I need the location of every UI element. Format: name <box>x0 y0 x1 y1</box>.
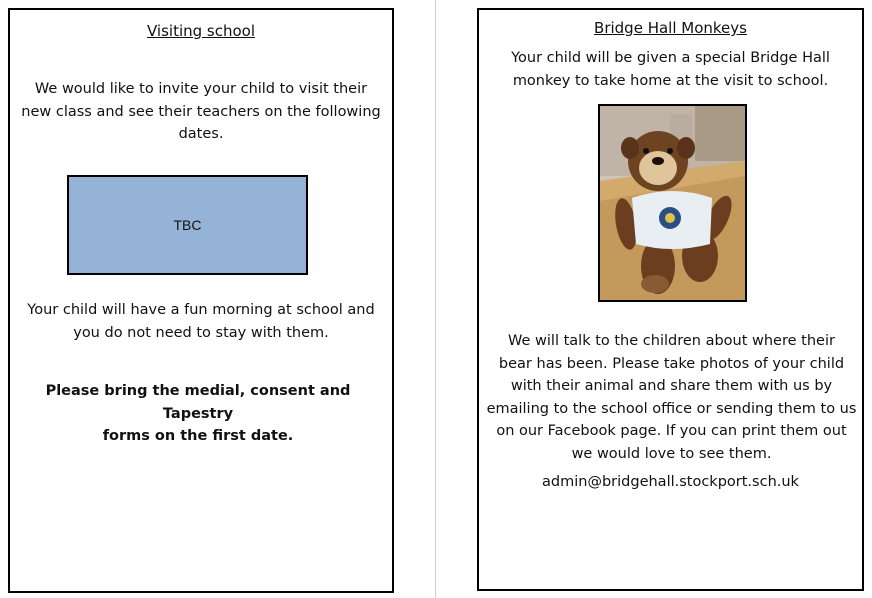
forms-line: forms on the first date. <box>102 428 294 444</box>
toy-monkey-photo <box>598 104 747 302</box>
talk-line: on our Facebook page. If you can print them out <box>496 423 847 439</box>
forms-line: Please bring the medial, consent and Tapestry <box>45 383 351 422</box>
monkey-intro-line: Your child will be given a special Bridge Hall <box>511 50 830 66</box>
talk-line: bear has been. Please take photos of your child <box>498 355 845 372</box>
page-divider <box>435 0 436 598</box>
invite-line: new class and see their teachers on the following <box>21 103 381 120</box>
monkey-intro-line: monkey to take home at the visit to school. <box>512 72 829 89</box>
monkey-intro-paragraph <box>483 47 858 92</box>
monkeys-heading: Bridge Hall Monkeys <box>594 19 747 37</box>
visiting-school-heading: Visiting school <box>146 22 256 40</box>
school-email-address[interactable]: admin@bridgehall.stockport.sch.uk <box>542 474 799 490</box>
invite-line: dates. <box>178 126 224 142</box>
invite-line: We would like to invite your child to visit their <box>34 81 368 97</box>
invite-paragraph <box>14 78 388 146</box>
visiting-school-panel <box>8 8 394 593</box>
bridge-hall-monkeys-panel <box>477 8 864 591</box>
toy-monkey-icon <box>600 106 745 300</box>
talk-paragraph <box>483 330 860 465</box>
forms-paragraph <box>14 380 382 448</box>
talk-line: emailing to the school office or sending them to us <box>486 400 857 417</box>
fun-morning-paragraph <box>14 299 388 344</box>
talk-line: we would love to see them. <box>571 445 772 462</box>
dates-box: TBC <box>67 175 308 275</box>
fun-line: you do not need to stay with them. <box>73 324 329 341</box>
talk-line: with their animal and share them with us by <box>510 378 833 394</box>
fun-line: Your child will have a fun morning at school and <box>27 302 375 318</box>
talk-line: We will talk to the children about where their <box>508 333 835 349</box>
